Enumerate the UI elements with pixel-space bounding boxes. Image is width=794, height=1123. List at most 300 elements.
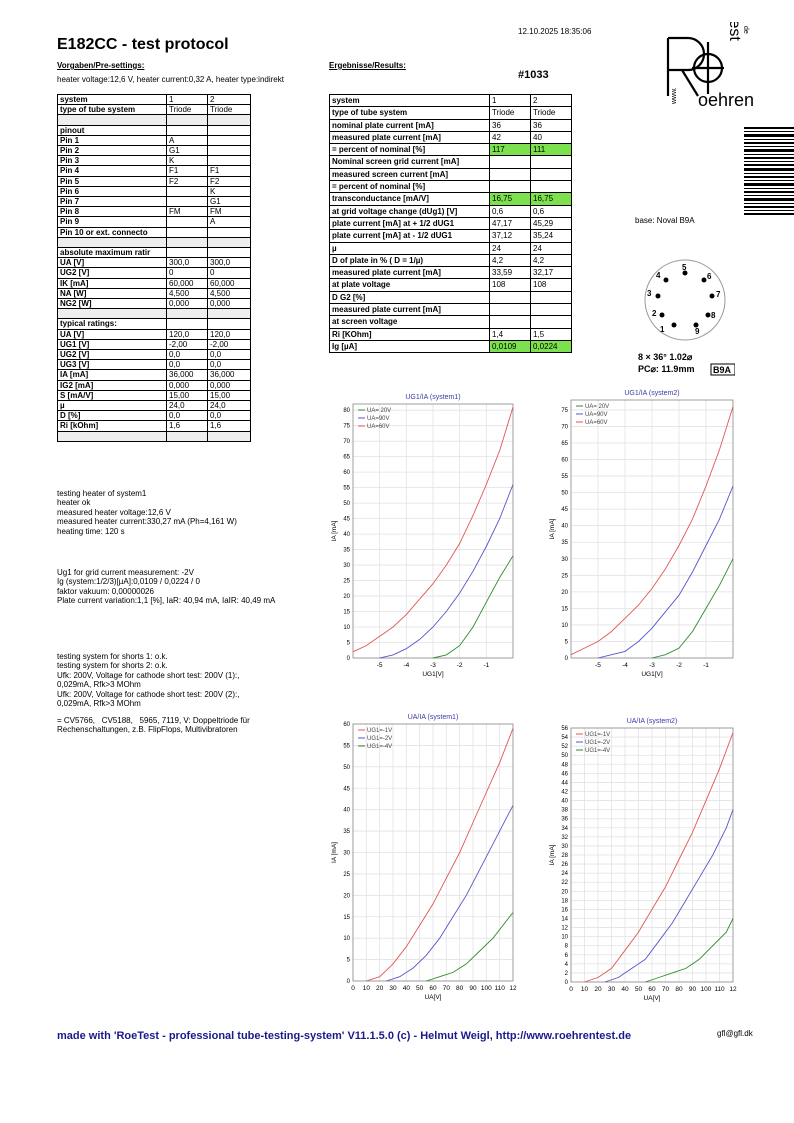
roehrentest-logo [662,22,758,110]
grid-current-notes: Ug1 for grid current measurement: -2V Ig (system:1/2/3)[µA]:0,0109 / 0,0224 / 0 faktor vakuum: 0,00000026 Plate current variation:1,1 [%], IaR: 40,94 mA, IaIR: 40,49 mA [57,568,276,606]
row-label: UG2 [V] [58,268,167,278]
y-tick-label: 36 [561,816,568,823]
row-label: IK [mA] [58,278,167,288]
row-label: UA [V] [58,329,167,339]
system-2-value: F2 [208,176,251,186]
row-label: type of tube system [330,107,490,119]
row-label: system [58,95,167,105]
row-label [58,115,167,125]
x-tick-label: -5 [595,662,601,669]
row-label: S [mA/V] [58,390,167,400]
system-1-value [490,168,531,180]
system-1-value [167,319,208,329]
presettings-row [58,207,251,217]
legend-entry: UG1=-1V [367,728,393,734]
y-tick-label: 25 [343,578,350,585]
row-label: nominal plate current [mA] [330,119,490,131]
presettings-row [58,370,251,380]
y-tick-label: 5 [564,639,568,646]
row-label: type of tube system [58,105,167,115]
y-axis-label: IA [mA] [331,842,338,863]
system-2-value: 35,24 [531,230,572,242]
svg-text:9: 9 [695,327,700,336]
x-axis-label: UG1[V] [641,671,663,678]
system-1-value [490,304,531,316]
presettings-row [58,217,251,227]
heater-line: heater voltage:12,6 V, heater current:0,32 A, heater type:indirekt [57,75,284,84]
y-tick-label: 5 [346,640,350,647]
system-2-value: Triode [531,107,572,119]
chart-background [547,714,737,1006]
row-label: µ [330,242,490,254]
results-row [330,107,572,119]
y-tick-label: 55 [343,485,350,492]
system-2-value [531,168,572,180]
y-tick-label: 40 [343,807,350,814]
x-tick-label: 80 [675,986,683,993]
x-tick-label: -2 [676,662,682,669]
row-label: Pin 8 [58,207,167,217]
presettings-row [58,350,251,360]
chart-ua-ia-system1 [329,710,517,1005]
system-2-value: 0,000 [208,299,251,309]
system-1-value: 0,0109 [490,340,531,352]
presettings-row [58,248,251,258]
system-1-value [490,156,531,168]
x-tick-label: -3 [649,662,655,669]
row-label: UG3 [V] [58,360,167,370]
row-label: = percent of nominal [%] [330,181,490,193]
presettings-row [58,258,251,268]
x-tick-label: 20 [594,986,602,993]
chart-background [329,710,517,1005]
x-tick-label: 10 [362,985,370,992]
system-1-value: 1 [490,95,531,107]
x-tick-label: 12 [729,986,737,993]
y-tick-label: 38 [561,807,568,814]
y-tick-label: 55 [343,743,350,750]
system-1-value: 117 [490,144,531,156]
system-2-value: 45,29 [531,217,572,229]
system-1-value: A [167,135,208,145]
system-2-value [208,125,251,135]
system-1-value: 33,59 [490,267,531,279]
system-1-value [490,291,531,303]
y-tick-label: 25 [561,573,568,580]
system-2-value: -2,00 [208,339,251,349]
x-tick-label: 60 [429,985,437,992]
results-row [330,205,572,217]
system-1-value: G1 [167,146,208,156]
results-row [330,168,572,180]
presettings-row [58,197,251,207]
y-tick-label: 46 [561,771,568,778]
system-2-value: 60,000 [208,278,251,288]
row-label: plate current [mA] at - 1/2 dUG1 [330,230,490,242]
results-row [330,95,572,107]
logo-www-text: www. [671,87,678,104]
y-tick-label: 40 [561,798,568,805]
system-1-value: 0,000 [167,299,208,309]
presettings-row [58,278,251,288]
system-1-value: 108 [490,279,531,291]
logo-main-text: oehren [698,90,755,110]
system-1-value: 36,000 [167,370,208,380]
row-label: Pin 9 [58,217,167,227]
y-tick-label: 18 [561,898,568,905]
presettings-row [58,156,251,166]
row-label: Pin 6 [58,186,167,196]
y-tick-label: 15 [343,609,350,616]
system-1-value [167,125,208,135]
presettings-row [58,115,251,125]
system-2-value: 300,0 [208,258,251,268]
y-tick-label: 34 [561,825,568,832]
presettings-row [58,105,251,115]
presettings-row [58,95,251,105]
y-tick-label: 40 [343,532,350,539]
y-tick-label: 10 [561,622,568,629]
system-1-value [167,431,208,441]
system-2-value: 24 [531,242,572,254]
barcode [744,126,794,216]
system-1-value: Triode [167,105,208,115]
svg-text:4: 4 [656,271,661,280]
presettings-row [58,237,251,247]
row-label: transconductance [mA/V] [330,193,490,205]
system-2-value: 15,00 [208,390,251,400]
y-tick-label: 24 [561,871,568,878]
y-tick-label: 50 [561,490,568,497]
legend-entry: UA= 20V [585,404,610,410]
row-label: Pin 5 [58,176,167,186]
y-tick-label: 40 [561,523,568,530]
y-tick-label: 8 [564,943,568,950]
svg-text:8: 8 [711,311,716,320]
y-tick-label: 30 [561,843,568,850]
row-label: absolute maximum ratir [58,248,167,258]
row-label: µ [58,401,167,411]
y-tick-label: 60 [343,722,350,728]
system-2-value [208,135,251,145]
row-label: at grid voltage change (dUg1) [V] [330,205,490,217]
presettings-row [58,411,251,421]
row-label [58,237,167,247]
x-tick-label: -3 [430,662,436,669]
x-tick-label: 40 [621,986,629,993]
x-tick-label: 100 [480,985,492,992]
system-1-value [167,237,208,247]
row-label [58,309,167,319]
system-2-value [531,156,572,168]
system-1-value: 1,4 [490,328,531,340]
results-row [330,291,572,303]
presettings-row [58,227,251,237]
y-tick-label: 45 [561,507,568,514]
pinout-line1: 8 × 36° 1.02⌀ [638,352,693,362]
x-tick-label: 0 [351,985,355,992]
system-1-value [167,248,208,258]
system-2-value: FM [208,207,251,217]
system-2-value: 0,0 [208,350,251,360]
x-tick-label: -1 [703,662,709,669]
results-heading: Ergebnisse/Results: [329,61,406,70]
row-label: D G2 [%] [330,291,490,303]
x-tick-label: 110 [494,985,505,992]
system-1-value: F1 [167,166,208,176]
row-label: pinout [58,125,167,135]
y-tick-label: 65 [561,441,568,447]
svg-text:7: 7 [716,290,721,299]
y-axis-label: IA [mA] [331,520,338,542]
system-1-value: 4,500 [167,288,208,298]
system-1-value: 60,000 [167,278,208,288]
base-label: base: Noval B9A [635,216,695,225]
x-tick-label: -4 [622,662,628,669]
system-2-value: 1,6 [208,421,251,431]
results-row [330,144,572,156]
row-label: typical ratings: [58,319,167,329]
results-table [329,94,572,353]
x-tick-label: 90 [688,986,697,993]
page-title: E182CC - test protocol [57,36,229,53]
results-row [330,254,572,266]
row-label: measured plate current [mA] [330,131,490,143]
y-tick-label: 26 [561,862,568,869]
y-tick-label: 70 [343,439,350,446]
system-1-value [167,115,208,125]
y-tick-label: 44 [561,780,568,787]
y-tick-label: 50 [343,764,350,771]
chart-title: UG1/IA (system1) [405,394,461,401]
results-row [330,181,572,193]
row-label: measured screen current [mA] [330,168,490,180]
x-tick-label: 20 [376,985,384,992]
row-label: IA [mA] [58,370,167,380]
system-2-value: 32,17 [531,267,572,279]
system-2-value: 0 [208,268,251,278]
system-1-value [167,217,208,227]
row-label: Pin 1 [58,135,167,145]
row-label: Pin 3 [58,156,167,166]
y-tick-label: 30 [343,563,350,570]
x-axis-label: UA[V] [643,995,661,1002]
results-row [330,156,572,168]
y-tick-label: 32 [561,834,568,841]
y-tick-label: 75 [343,423,350,430]
heater-test-notes: testing heater of system1 heater ok measured heater voltage:12,6 V measured heater current:330,27 mA (Ph=4,161 W) heating time: 120 s [57,489,237,536]
row-label: NG2 [W] [58,299,167,309]
row-label [58,431,167,441]
row-label: D [%] [58,411,167,421]
chart-background [329,390,517,682]
system-2-value: 108 [531,279,572,291]
presettings-row [58,401,251,411]
row-label: system [330,95,490,107]
y-tick-label: 50 [343,501,350,508]
system-1-value: 24 [490,242,531,254]
x-tick-label: 70 [442,985,450,992]
system-2-value [208,227,251,237]
system-2-value: 0,000 [208,380,251,390]
legend-entry: UG1=-4V [585,748,611,754]
y-tick-label: 60 [343,470,350,477]
system-1-value: 1,6 [167,421,208,431]
results-row [330,193,572,205]
system-2-value: 111 [531,144,572,156]
y-tick-label: 65 [343,454,350,461]
footer-credit: made with 'RoeTest - professional tube-testing-system' V11.1.5.0 (c) - Helmut Weigl, http://www.roehrentest.de [57,1030,632,1042]
x-tick-label: 10 [580,986,589,993]
y-tick-label: 0 [346,979,350,985]
presettings-row [58,288,251,298]
x-tick-label: 50 [634,986,643,993]
legend-entry: UG1=-2V [367,736,393,742]
x-axis-label: UA[V] [424,994,442,1001]
chart-title: UA/IA (system1) [407,714,459,721]
row-label: IG2 [mA] [58,380,167,390]
row-label: measured plate current [mA] [330,267,490,279]
system-1-value: 0 [167,268,208,278]
chart-title: UG1/IA (system2) [624,390,680,397]
x-tick-label: 50 [416,985,424,992]
x-axis-label: UG1[V] [422,671,444,678]
system-1-value: 15,00 [167,390,208,400]
x-tick-label: -4 [403,662,410,669]
system-1-value: 16,75 [490,193,531,205]
row-label: Ri [kOhm] [58,421,167,431]
y-tick-label: 12 [561,925,568,932]
chart-title: UA/IA (system2) [626,718,678,725]
system-2-value [208,431,251,441]
y-tick-label: 0 [564,980,568,986]
system-1-value: 42 [490,131,531,143]
system-1-value: 37,12 [490,230,531,242]
system-2-value: 0,6 [531,205,572,217]
y-tick-label: 45 [343,516,350,523]
y-tick-label: 28 [561,853,568,859]
system-2-value: 120,0 [208,329,251,339]
system-2-value [531,304,572,316]
pinout-line2: PC⌀: 11.9mm [638,364,695,374]
system-2-value: 4,2 [531,254,572,266]
system-2-value: 2 [531,95,572,107]
system-2-value [208,146,251,156]
row-label: at screen voltage [330,316,490,328]
svg-text:6: 6 [707,272,712,281]
system-2-value [531,316,572,328]
presettings-row [58,309,251,319]
row-label: UG1 [V] [58,339,167,349]
system-2-value: Triode [208,105,251,115]
system-2-value: 0,0224 [531,340,572,352]
y-tick-label: 20 [343,893,350,900]
system-1-value: 0,0 [167,411,208,421]
system-1-value [490,316,531,328]
results-row [330,131,572,143]
system-1-value: 0,000 [167,380,208,390]
presettings-row [58,360,251,370]
row-label: UA [V] [58,258,167,268]
results-row [330,304,572,316]
y-tick-label: 35 [343,829,350,836]
y-tick-label: 56 [561,726,568,732]
row-label: Nominal screen grid current [mA] [330,156,490,168]
y-axis-label: IA [mA] [549,518,556,540]
y-tick-label: 70 [561,424,568,431]
row-label: NA [W] [58,288,167,298]
logo-domain-text: de [742,26,749,34]
x-tick-label: -1 [483,662,490,669]
pinout-base-box: B9A [713,365,732,375]
system-1-value [167,227,208,237]
row-label: Pin 2 [58,146,167,156]
y-tick-label: 0 [564,656,568,662]
presettings-row [58,421,251,431]
row-label: at plate voltage [330,279,490,291]
system-2-value: 40 [531,131,572,143]
y-tick-label: 55 [561,474,568,481]
system-2-value: 1,5 [531,328,572,340]
x-tick-label: 60 [648,986,656,993]
system-1-value: 0,6 [490,205,531,217]
presettings-row [58,339,251,349]
y-tick-label: 5 [346,957,350,964]
y-tick-label: 35 [561,540,568,547]
x-tick-label: 12 [509,985,517,992]
y-tick-label: 42 [561,789,568,796]
results-row [330,316,572,328]
presettings-heading: Vorgaben/Pre-settings: [57,61,145,70]
results-row [330,230,572,242]
short-test-notes: testing system for shorts 1: o.k. testing system for shorts 2: o.k. Ufk: 200V, Voltage for cathode short test: 200V (1):, 0,029mA, Rfk>3 MOhm Ufk: 200V, Voltage for cathode short test: 200V (2):, 0,029mA, Rfk>3 MOhm [57,652,240,709]
footer-email: gfl@gfl.dk [717,1029,753,1038]
y-tick-label: 6 [564,952,568,959]
results-row [330,279,572,291]
row-label: plate current [mA] at + 1/2 dUG1 [330,217,490,229]
x-tick-label: 40 [402,985,410,992]
presettings-row [58,299,251,309]
results-row [330,267,572,279]
y-tick-label: 15 [343,914,350,921]
x-tick-label: 90 [469,985,477,992]
y-tick-label: 15 [561,606,568,613]
system-1-value: 0,0 [167,350,208,360]
system-2-value: 0,0 [208,411,251,421]
y-tick-label: 48 [561,762,568,769]
y-tick-label: 20 [343,594,350,601]
system-1-value: 300,0 [167,258,208,268]
system-1-value [490,181,531,193]
system-1-value [167,309,208,319]
legend-entry: UG1=-2V [585,740,611,746]
row-label: Pin 7 [58,197,167,207]
system-1-value: 0,0 [167,360,208,370]
y-tick-label: 80 [343,408,350,415]
row-label: UG2 [V] [58,350,167,360]
presettings-row [58,319,251,329]
y-tick-label: 60 [561,457,568,464]
y-tick-label: 35 [343,547,350,554]
system-1-value [167,186,208,196]
system-1-value: 47,17 [490,217,531,229]
system-1-value: F2 [167,176,208,186]
legend-entry: UA= 20V [367,408,392,414]
row-label: Pin 10 or ext. connecto [58,227,167,237]
system-2-value: 4,500 [208,288,251,298]
equivalents-notes: = CV5766, CV5188, 5965, 7119, V: Doppeltriode für Rechenschaltungen, z.B. FlipFlops, Multivibratoren [57,716,250,735]
system-2-value [208,156,251,166]
